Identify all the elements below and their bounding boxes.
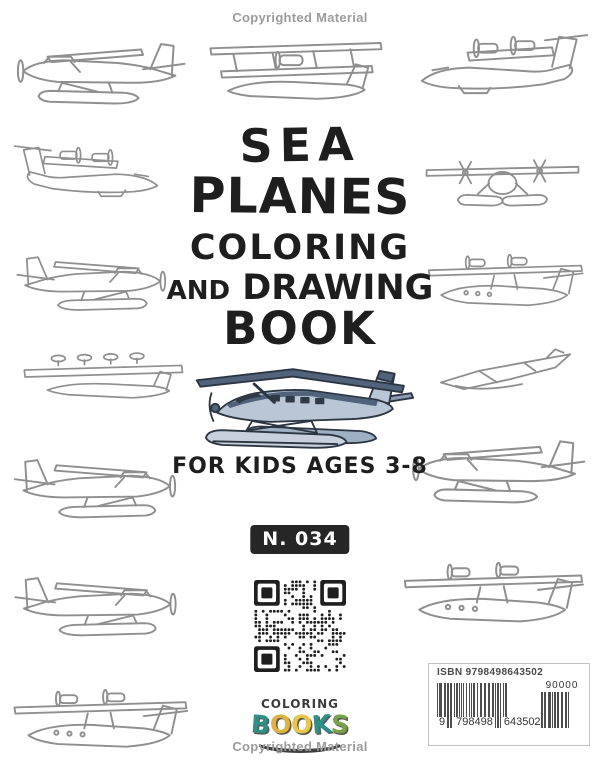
barcode-digit-group2: 643502 — [503, 716, 541, 728]
logo-letter: O — [289, 709, 314, 740]
subtitle-coloring: COLORING — [189, 228, 411, 268]
water-bomber-sketch — [412, 28, 590, 116]
barcode-digit-group1: 798498 — [456, 716, 493, 728]
barcode-digit-left: 9 — [439, 716, 446, 728]
light-flying-boat-sketch — [394, 556, 592, 640]
copyrighted-material-top: Copyrighted Material — [232, 10, 368, 25]
concept-seaplane-sketch — [428, 346, 583, 404]
series-number-badge: N. 034 — [250, 525, 349, 554]
biplane-flying-boat-sketch — [198, 30, 393, 118]
qr-code — [254, 580, 346, 672]
multi-engine-flying-boat-sketch — [14, 350, 192, 404]
title-planes: PLANES — [189, 167, 411, 226]
subtitle-and-drawing — [0, 268, 600, 308]
logo-letter: O — [268, 709, 293, 740]
subtitle-drawing: DRAWING — [242, 268, 434, 308]
barcode-price-code: 90000 — [545, 680, 579, 691]
subtitle-and: AND — [166, 276, 231, 306]
audience-text: FOR KIDS AGES 3-8 — [172, 454, 428, 479]
amphibian-caravan-sketch — [5, 566, 192, 644]
logo-letter: S — [330, 709, 351, 740]
logo-letter: B — [249, 709, 271, 740]
colored-floatplane-illustration — [193, 360, 415, 456]
title-sea: SEA — [238, 116, 362, 174]
logo-coloring-text: COLORING — [260, 697, 340, 711]
subtitle-book: BOOK — [223, 302, 377, 355]
barcode-addon-bars — [541, 692, 583, 728]
logo-letter: K — [310, 709, 333, 740]
isbn-barcode-block — [428, 663, 590, 746]
floatplane-three-quarter-sketch — [8, 22, 188, 122]
isbn-label: ISBN 9798498643502 — [437, 667, 544, 678]
copyrighted-material-bottom: Copyrighted Material — [232, 739, 368, 754]
